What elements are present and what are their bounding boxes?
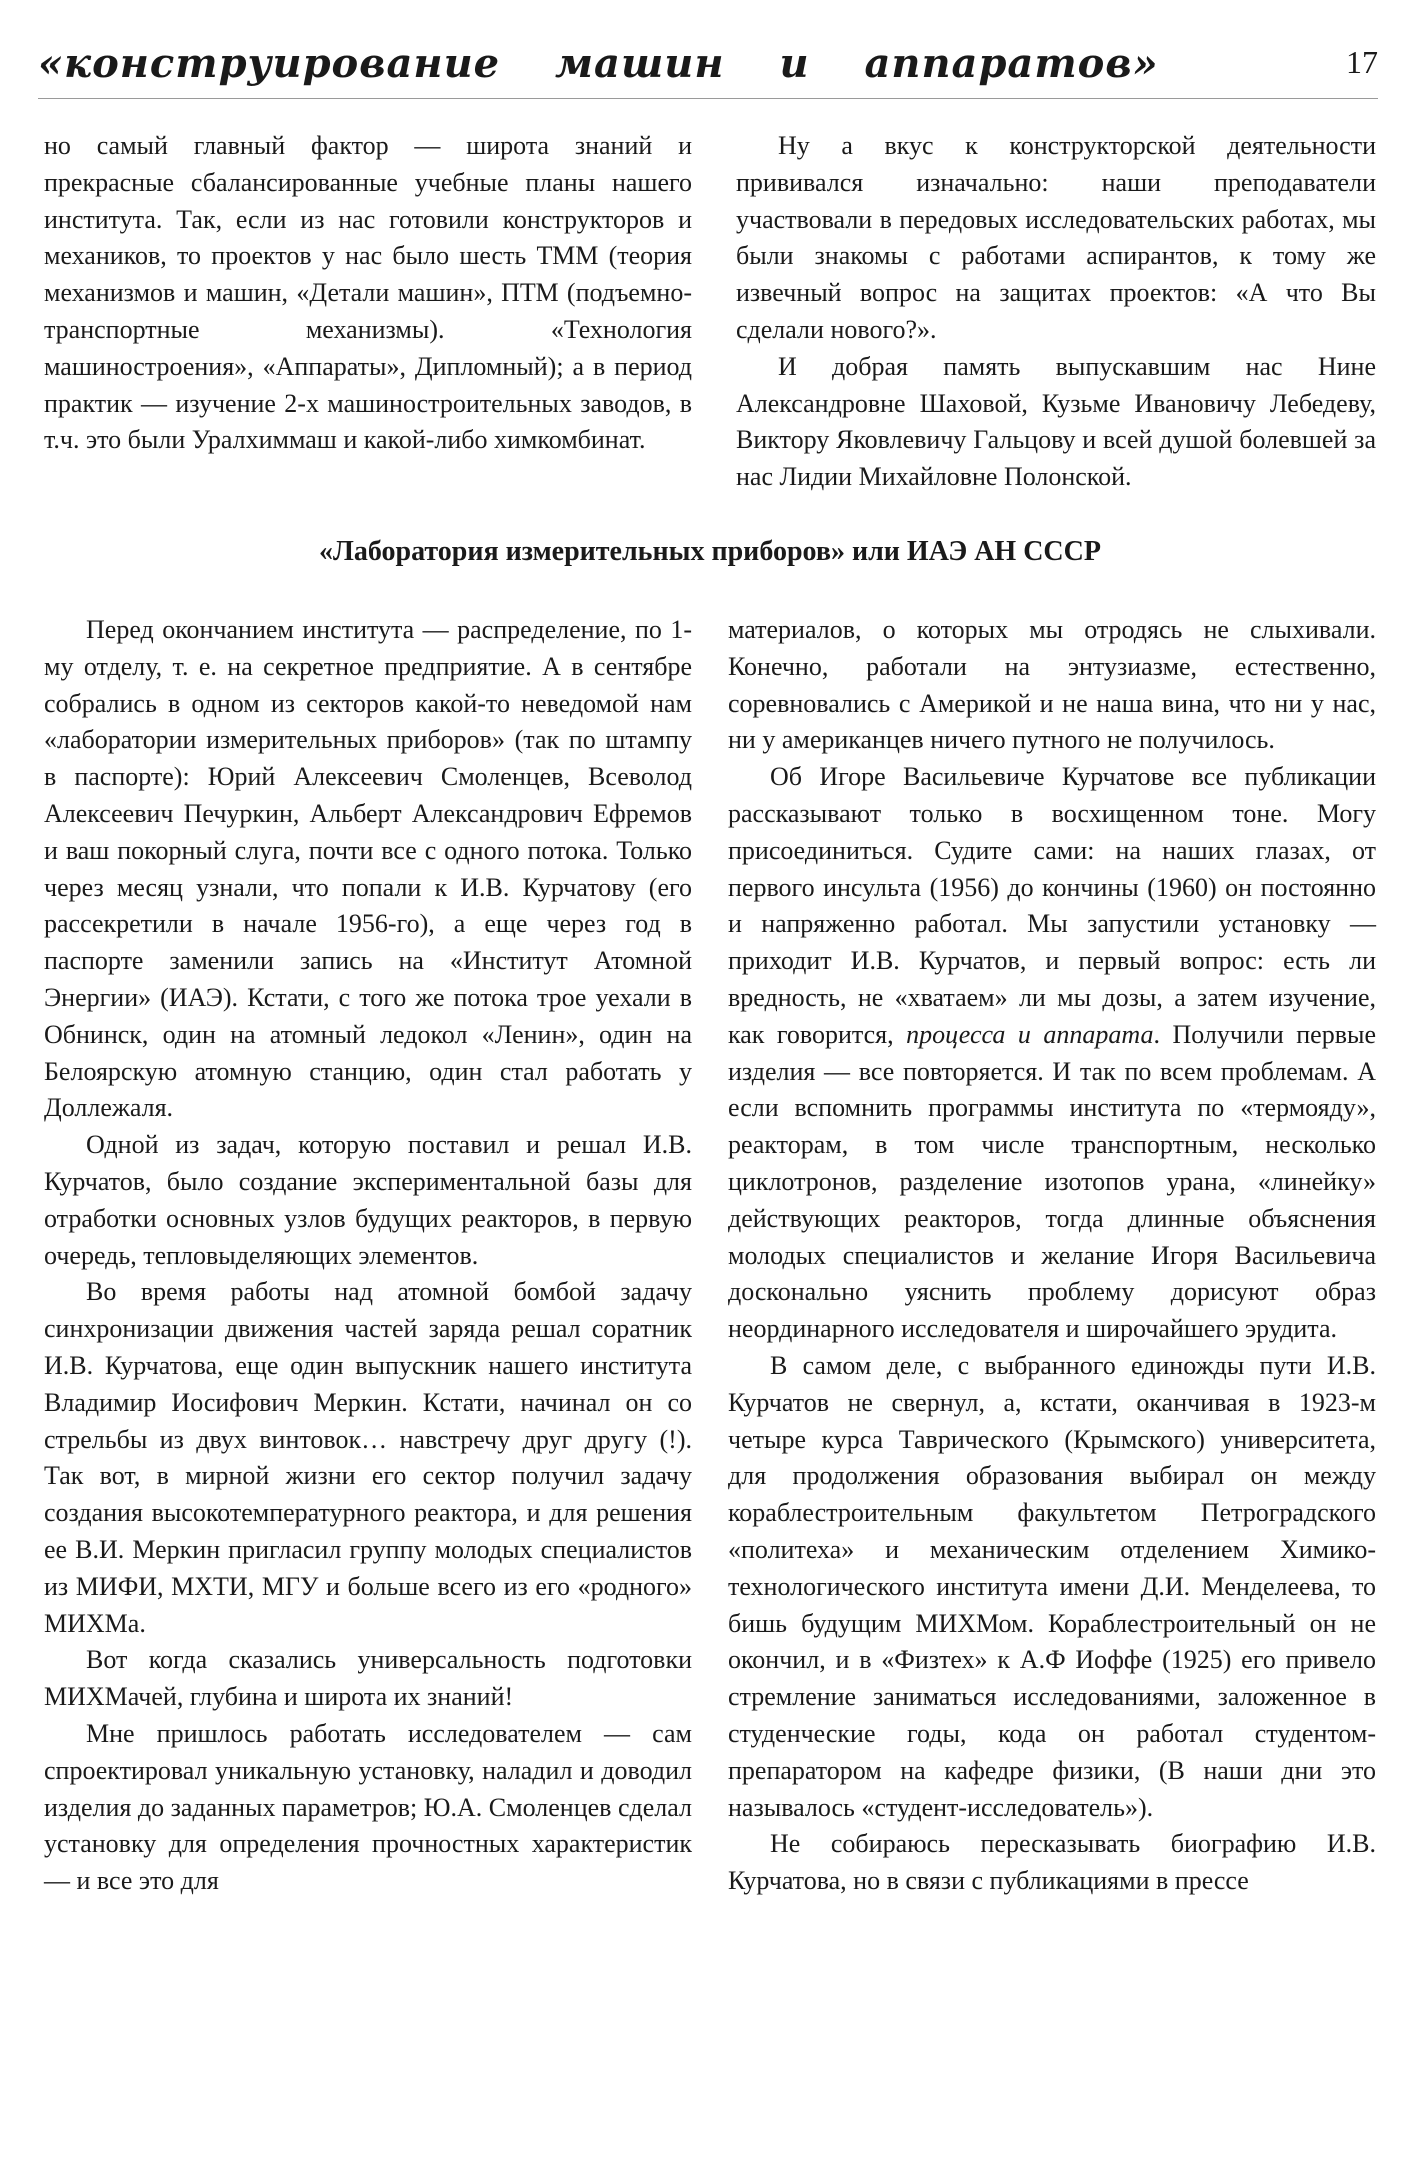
paragraph: Перед окончанием института — распределение, по 1-му отделу, т. е. на секретное предприятие. А в сентябре собрались в одном из секторов какой-то неведомой нам «лаборатории измерительных приборов» (так по штампу в паспорте): Юрий Алексеевич Смоленцев, Всеволод Алексеевич Печуркин, Альберт Александрович Ефремов и ваш покорный слуга, почти все с одного потока. Только через месяц узнали, что попали к И.В. Курчатову (его рассекретили в начале 1956-го), а еще через год в паспорте заменили запись на «Институт Атомной Энергии» (ИАЭ). Кстати, с того же потока трое уехали в Обнинск, один на атомный ледокол «Ленин», один на Белоярскую атомную станцию, один стал работать у Доллежаля. bbox=[44, 615, 692, 1123]
page-header bbox=[38, 40, 1378, 110]
paragraph bbox=[728, 759, 1376, 1348]
bottom-left-column bbox=[44, 612, 692, 1900]
paragraph: Одной из задач, которую поставил и решал И.В. Курчатов, было создание экспериментальной базы для отработки основных узлов будущих реакторов, в первую очередь, тепловыделяющих элементов. bbox=[44, 1130, 692, 1270]
top-right-column bbox=[736, 128, 1376, 496]
paragraph: материалов, о которых мы отродясь не слыхивали. Конечно, работали на энтузиазме, естественно, соревновались с Америкой и не наша вина, что ни у нас, ни у американцев ничего путного не получилось. bbox=[728, 615, 1376, 755]
paragraph: Не собираюсь пересказывать биографию И.В. Курчатова, но в связи с публикациями в прессе bbox=[728, 1829, 1376, 1896]
paragraph: И добрая память выпускавшим нас Нине Александровне Шаховой, Кузьме Ивановичу Лебедеву, Виктору Яковлевичу Гальцову и всей душой болевшей за нас Лидии Михайловне Полонской. bbox=[736, 351, 1376, 492]
paragraph: В самом деле, с выбранного единожды пути И.В. Курчатов не свернул, а, кстати, оканчивая в 1923-м четыре курса Таврического (Крымского) университета, для продолжения образования выбирал он между кораблестроительным факультетом Петроградского «политеха» и механическим отделением Химико-технологического института имени Д.И. Менделеева, то бишь будущим МИХМом. Кораблестроительный он не окончил, и в «Физтех» к А.Ф Иоффе (1925) его привело стремление заниматься исследованиями, заложенное в студенческие годы, кода он работал студентом-препаратором на кафедре физики, (В наши дни это называлось «студент-исследователь»). bbox=[728, 1350, 1376, 1822]
header-rule bbox=[38, 98, 1378, 99]
paragraph: Мне пришлось работать исследователем — сам спроектировал уникальную установку, наладил и доводил изделия до заданных параметров; Ю.А. Смоленцев сделал установку для определения прочностных характеристик — и все это для bbox=[44, 1718, 692, 1896]
paragraph-text: Об Игоре Васильевиче Курчатове все публикации рассказывают только в восхищенном тоне. Могу присоединиться. Судите сами: на наших глазах, от первого инсульта (1956) до кончины (1960) он постоянно и напряженно работал. Мы запустили установку — приходит И.В. Курчатов, и первый вопрос: есть ли вредность, не «хватаем» ли мы дозы, а затем изучение, как говорится, bbox=[728, 762, 1376, 1049]
paragraph: но самый главный фактор — широта знаний и прекрасные сбалансированные учебные планы нашего института. Так, если из нас готовили конструкторов и механиков, то проектов у нас было шесть ТММ (теория механизмов и машин, «Детали машин», ПТМ (подъемно-транспортные механизмы). «Технология машиностроения», «Аппараты», Дипломный); а в период практик — изучение 2-х машиностроительных заводов, в т.ч. это были Уралхиммаш и какой-либо химкомбинат. bbox=[44, 131, 692, 455]
paragraph: Во время работы над атомной бомбой задачу синхронизации движения частей заряда решал соратник И.В. Курчатова, еще один выпускник нашего института Владимир Иосифович Меркин. Кстати, начинал он со стрельбы из двух винтовок… навстречу друг другу (!). Так вот, в мирной жизни его сектор получил задачу создания высокотемпературного реактора, и для решения ее В.И. Меркин пригласил группу молодых специалистов из МИФИ, МХТИ, МГУ и больше всего из его «родного» МИХМа. bbox=[44, 1277, 692, 1638]
section-heading: «Лаборатория измерительных приборов» или ИАЭ АН СССР bbox=[319, 536, 1101, 567]
italic-phrase: процесса и аппарата bbox=[906, 1019, 1154, 1049]
bottom-right-column bbox=[728, 612, 1376, 1900]
running-title: «конструирование машин и аппаратов» bbox=[38, 40, 1159, 87]
paragraph: Ну а вкус к конструкторской деятельности прививался изначально: наши преподаватели участвовали в передовых исследовательских работах, мы были знакомы с работами аспирантов, к тому же извечный вопрос на защитах проектов: «А что Вы сделали нового?». bbox=[736, 131, 1376, 344]
top-left-column bbox=[44, 128, 692, 459]
paragraph-text: . Получили первые изделия — все повторяется. И так по всем проблемам. А если вспомнить программы института по «термояду», реакторам, в том числе транспортным, несколько циклотронов, разделение изотопов урана, «линейку» действующих реакторов, тогда длинные объяснения молодых специалистов и желание Игоря Васильевича досконально уяснить проблему дорисуют образ неординарного исследователя и широчайшего эрудита. bbox=[728, 1019, 1376, 1344]
paragraph: Вот когда сказались универсальность подготовки МИХМачей, глубина и широта их знаний! bbox=[44, 1645, 692, 1712]
page-number: 17 bbox=[1346, 44, 1378, 80]
